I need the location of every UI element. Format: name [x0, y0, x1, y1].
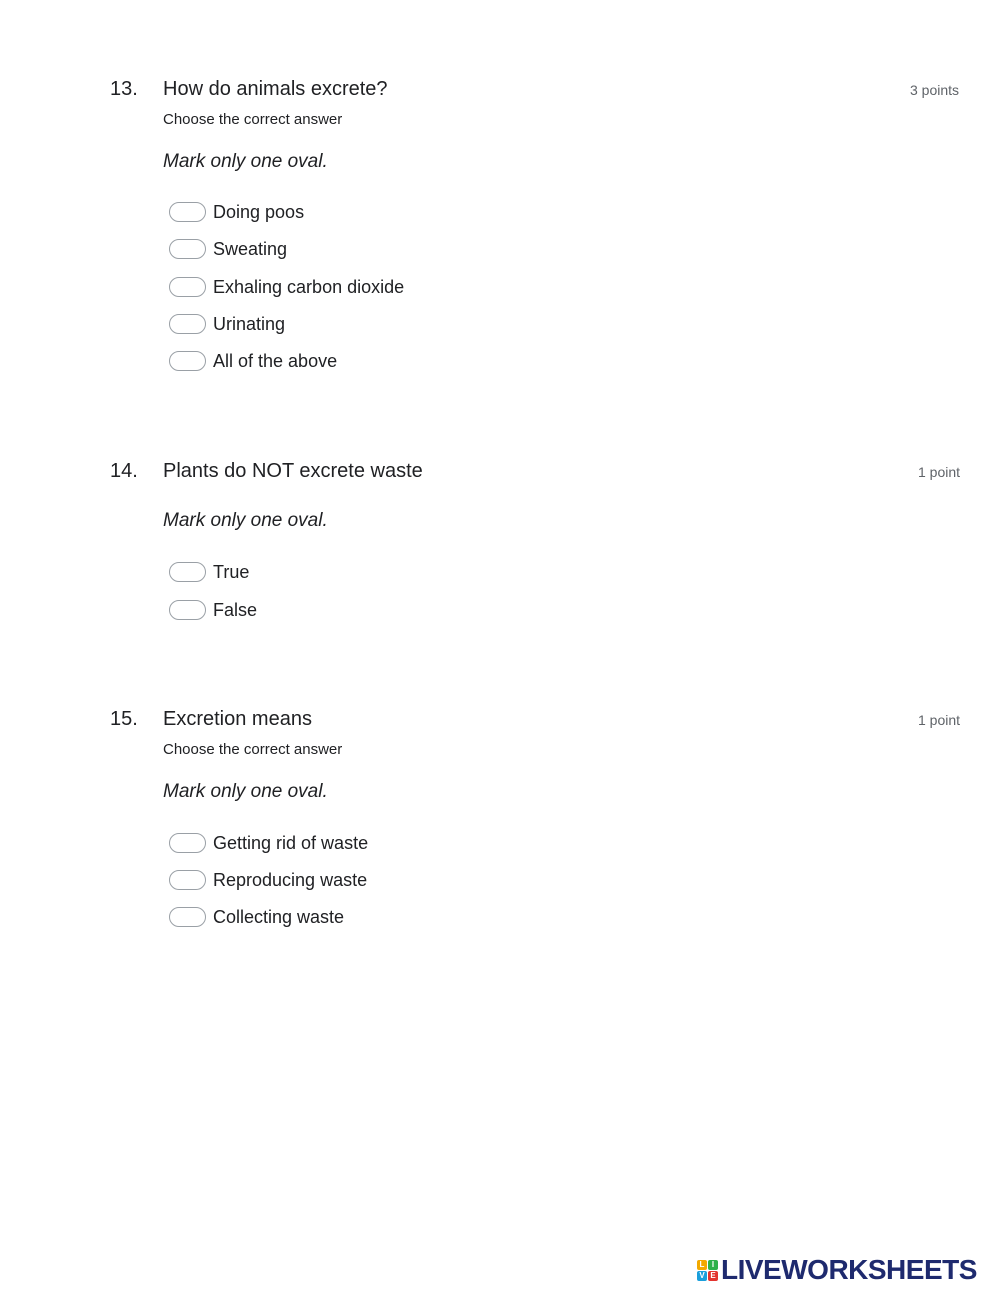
question-description: Choose the correct answer: [163, 111, 343, 128]
radio-oval[interactable]: [169, 239, 206, 259]
radio-oval[interactable]: [169, 314, 206, 334]
question-number: 13.: [110, 78, 138, 100]
question-instruction: Mark only one oval.: [163, 781, 328, 802]
question-instruction: Mark only one oval.: [163, 510, 328, 531]
option-false[interactable]: [169, 598, 257, 622]
logo-letter-l: L: [697, 1260, 707, 1270]
logo-letter-v: V: [697, 1271, 707, 1281]
radio-oval[interactable]: [169, 600, 206, 620]
radio-oval[interactable]: [169, 351, 206, 371]
question-description: Choose the correct answer: [163, 741, 343, 758]
question-title: Excretion means: [163, 708, 312, 730]
radio-oval[interactable]: [169, 277, 206, 297]
logo-mark-icon: [697, 1260, 718, 1281]
logo-text: LIVEWORKSHEETS: [721, 1254, 977, 1285]
radio-oval[interactable]: [169, 907, 206, 927]
radio-oval[interactable]: [169, 562, 206, 582]
option-exhaling-carbon-dioxide[interactable]: [169, 275, 404, 299]
question-title: Plants do NOT excrete waste: [163, 460, 423, 482]
option-label: Doing poos: [213, 201, 305, 222]
radio-oval[interactable]: [169, 833, 206, 853]
logo-letter-i: I: [708, 1260, 718, 1270]
option-label: Getting rid of waste: [213, 832, 369, 853]
option-label: Urinating: [213, 313, 286, 334]
question-number: 15.: [110, 708, 138, 730]
radio-oval[interactable]: [169, 870, 206, 890]
logo-letter-e: E: [708, 1271, 718, 1281]
option-label: Reproducing waste: [213, 869, 368, 890]
option-label: All of the above: [213, 350, 338, 371]
option-all-of-the-above[interactable]: [169, 349, 337, 373]
radio-oval[interactable]: [169, 202, 206, 222]
question-title: How do animals excrete?: [163, 78, 388, 100]
option-doing-poos[interactable]: [169, 200, 304, 224]
option-label: Sweating: [213, 238, 288, 259]
question-points: 3 points: [910, 82, 960, 98]
option-label: Exhaling carbon dioxide: [213, 276, 405, 297]
option-getting-rid-of-waste[interactable]: [169, 831, 368, 855]
option-label: Collecting waste: [213, 906, 345, 927]
option-label: False: [213, 599, 258, 620]
option-label: True: [213, 561, 250, 582]
question-instruction: Mark only one oval.: [163, 151, 328, 172]
liveworksheets-logo[interactable]: [697, 1255, 977, 1285]
option-urinating[interactable]: [169, 312, 285, 336]
question-points: 1 point: [918, 712, 961, 728]
option-reproducing-waste[interactable]: [169, 868, 367, 892]
question-points: 1 point: [918, 464, 961, 480]
option-sweating[interactable]: [169, 237, 287, 261]
option-collecting-waste[interactable]: [169, 905, 344, 929]
option-true[interactable]: [169, 560, 249, 584]
question-number: 14.: [110, 460, 138, 482]
